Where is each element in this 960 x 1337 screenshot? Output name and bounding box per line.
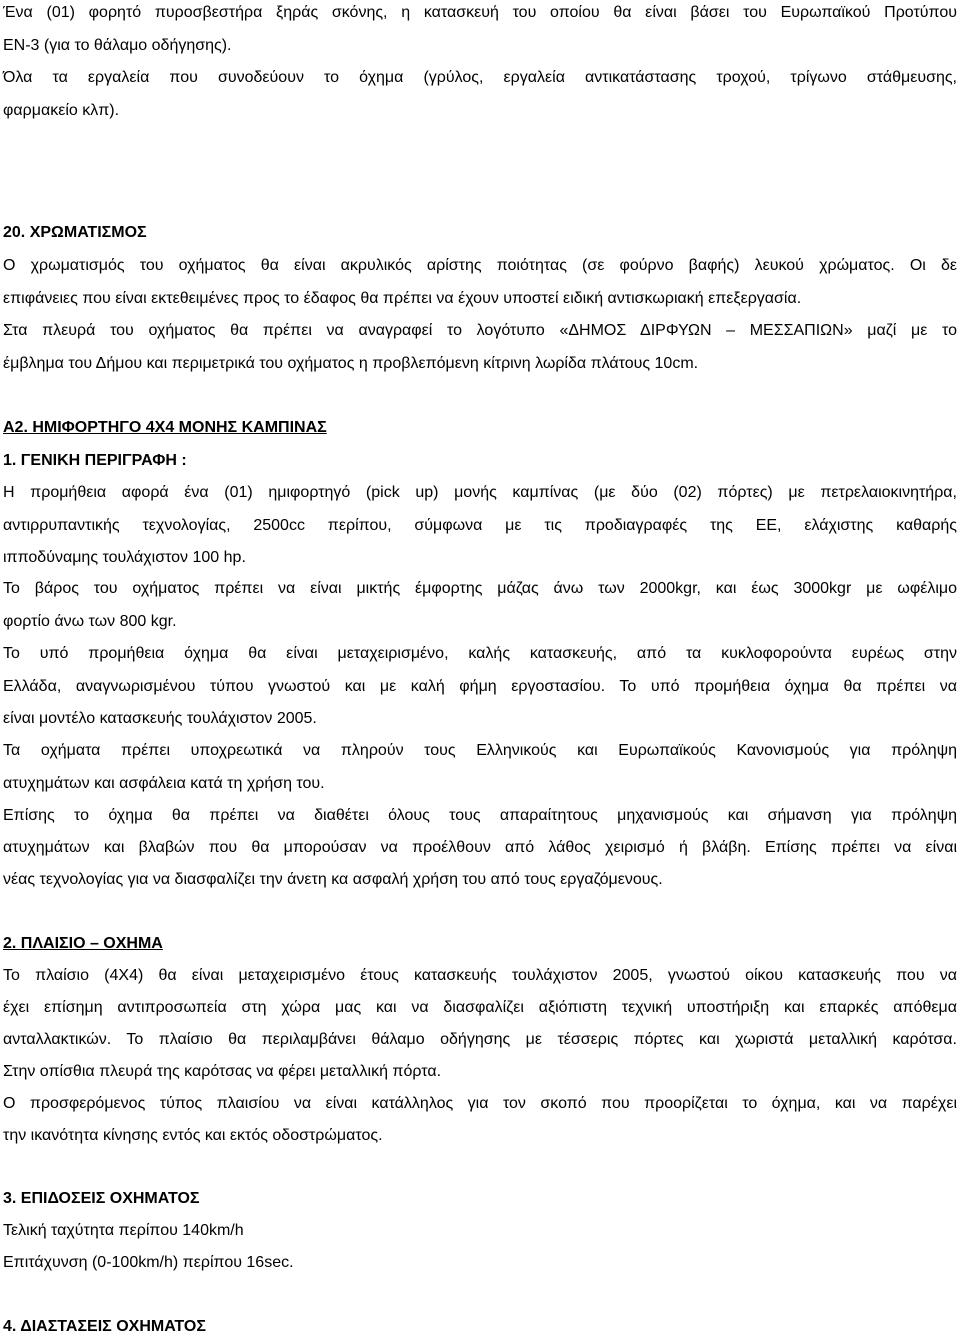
paragraph-line: Τελική ταχύτητα περίπου 140km/h bbox=[3, 1222, 244, 1239]
section-3-heading: 3. ΕΠΙΔΟΣΕΙΣ ΟΧΗΜΑΤΟΣ bbox=[3, 1190, 200, 1207]
paragraph-line: ατυχημάτων και ασφάλεια κατά τη χρήση του. bbox=[3, 775, 325, 792]
intro-line: Όλα τα εργαλεία που συνοδεύουν το όχημα (γρύλος, εργαλεία αντικατάστασης τροχού, τρίγωνο στάθμευσης, bbox=[3, 69, 957, 86]
paragraph-line: επιφάνειες που είναι εκτεθειμένες προς το έδαφος θα πρέπει να έχουν υποστεί ειδική αντισκωριακή επεξεργασία. bbox=[3, 290, 802, 307]
paragraph-line: Ο προσφερόμενος τύπος πλαισίου να είναι κατάλληλος για τον σκοπό που προορίζεται το όχημα, και να παρέχει bbox=[3, 1095, 957, 1112]
section-4-heading: 4. ΔΙΑΣΤΑΣΕΙΣ ΟΧΗΜΑΤΟΣ bbox=[3, 1318, 206, 1335]
paragraph-line: έχει επίσημη αντιπροσωπεία στη χώρα μας και να διασφαλίζει αξιόπιστη τεχνική υποστήριξη και επαρκές απόθεμα bbox=[3, 999, 957, 1016]
paragraph-line: ανταλλακτικών. Το πλαίσιο θα περιλαμβάνει θάλαμο οδήγησης με τέσσερις πόρτες και χωριστά μεταλλική καρότσα. bbox=[3, 1031, 957, 1048]
paragraph-line: έμβλημα του Δήμου και περιμετρικά του οχήματος η προβλεπόμενη κίτρινη λωρίδα πλάτους 10cm. bbox=[3, 355, 699, 372]
paragraph-line: είναι μοντέλο κατασκευής τουλάχιστον 2005. bbox=[3, 710, 317, 727]
paragraph-line: Η προμήθεια αφορά ένα (01) ημιφορτηγό (pick up) μονής καμπίνας (με δύο (02) πόρτες) με πετρελαιοκινητήρα, bbox=[3, 484, 957, 501]
intro-line: φαρμακείο κλπ). bbox=[3, 102, 120, 119]
paragraph-line: Τα οχήματα πρέπει υποχρεωτικά να πληρούν τους Ελληνικούς και Ευρωπαϊκούς Κανονισμούς για πρόληψη bbox=[3, 742, 957, 759]
paragraph-line: αντιρρυπαντικής τεχνολογίας, 2500cc περίπου, σύμφωνα με τις προδιαγραφές της ΕΕ, ελάχιστης καθαρής bbox=[3, 517, 957, 534]
paragraph-line: Επιτάχυνση (0-100km/h) περίπου 16sec. bbox=[3, 1254, 294, 1271]
paragraph-line: φορτίο άνω των 800 kgr. bbox=[3, 613, 177, 630]
paragraph-line: Στα πλευρά του οχήματος θα πρέπει να αναγραφεί το λογότυπο «ΔΗΜΟΣ ΔΙΡΦΥΩΝ – ΜΕΣΣΑΠΙΩΝ» μαζί με το bbox=[3, 322, 957, 339]
paragraph-line: την ικανότητα κίνησης εντός και εκτός οδοστρώματος. bbox=[3, 1127, 383, 1144]
paragraph-line: νέας τεχνολογίας για να διασφαλίζει την άνετη κα ασφαλή χρήση του από τους εργαζόμενους. bbox=[3, 871, 663, 888]
section-20-heading: 20. ΧΡΩΜΑΤΙΣΜΟΣ bbox=[3, 224, 147, 241]
paragraph-line: Επίσης το όχημα θα πρέπει να διαθέτει όλους τους απαραίτητους μηχανισμούς και σήμανση για πρόληψη bbox=[3, 807, 957, 824]
general-description-heading: 1. ΓΕΝΙΚΗ ΠΕΡΙΓΡΑΦΗ : bbox=[3, 452, 187, 469]
paragraph-line: Ελλάδα, αναγνωρισμένου τύπου γνωστού και με καλή φήμη εργοστασίου. Το υπό προμήθεια όχημα θα πρέπει να bbox=[3, 678, 957, 695]
section-a2-heading: Α2. ΗΜΙΦΟΡΤΗΓΟ 4Χ4 ΜΟΝΗΣ ΚΑΜΠΙΝΑΣ bbox=[3, 419, 327, 436]
paragraph-line: Ο χρωματισμός του οχήματος θα είναι ακρυλικός αρίστης ποιότητας (σε φούρνο βαφής) λευκού χρώματος. Οι δε bbox=[3, 257, 957, 274]
paragraph-line: Το υπό προμήθεια όχημα θα είναι μεταχειρισμένο, καλής κατασκευής, από τα κυκλοφορούντα ευρέως στην bbox=[3, 645, 957, 662]
paragraph-line: Στην οπίσθια πλευρά της καρότσας να φέρει μεταλλική πόρτα. bbox=[3, 1063, 442, 1080]
intro-line: Ένα (01) φορητό πυροσβεστήρα ξηράς σκόνης, η κατασκευή του οποίου θα είναι βάσει του Ευρωπαϊκού Προτύπου bbox=[3, 4, 957, 21]
intro-line: ΕΝ-3 (για το θάλαμο οδήγησης). bbox=[3, 37, 232, 54]
paragraph-line: ιπποδύναμης τουλάχιστον 100 hp. bbox=[3, 549, 246, 566]
paragraph-line: Το πλαίσιο (4Χ4) θα είναι μεταχειρισμένο έτους κατασκευής τουλάχιστον 2005, γνωστού οίκου κατασκευής που να bbox=[3, 967, 957, 984]
paragraph-line: ατυχημάτων και βλαβών που θα μπορούσαν να προέλθουν από λάθος χειρισμό ή βλάβη. Επίσης πρέπει να είναι bbox=[3, 839, 957, 856]
section-2-heading: 2. ΠΛΑΙΣΙΟ – ΟΧΗΜΑ bbox=[3, 935, 163, 952]
paragraph-line: Το βάρος του οχήματος πρέπει να είναι μικτής έμφορτης μάζας άνω των 2000kgr, και έως 3000kgr με ωφέλιμο bbox=[3, 580, 957, 597]
